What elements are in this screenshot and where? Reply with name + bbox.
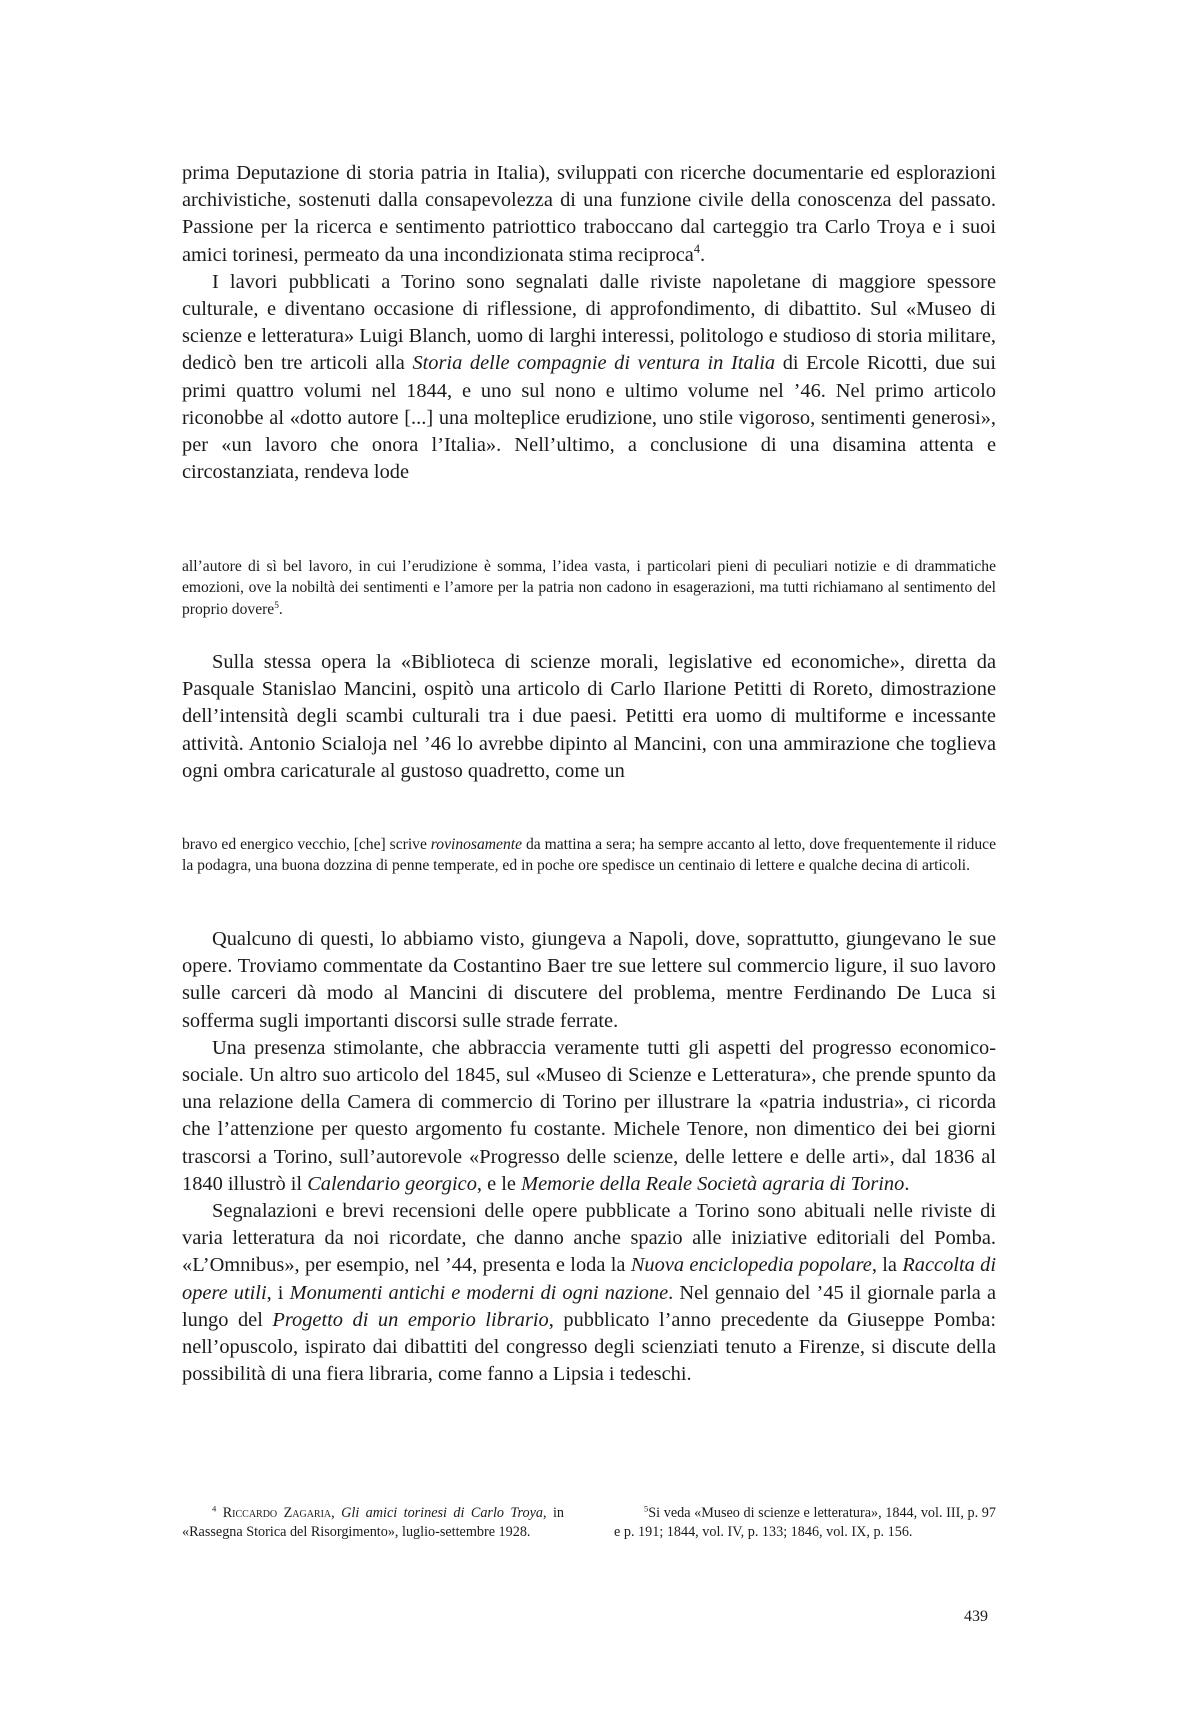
book-title: Storia delle compagnie di ventura in Italia xyxy=(412,352,776,375)
paragraph: Segnalazioni e brevi recensioni delle opere pubblicate a Torino sono abituali nelle riviste di varia letteratura da noi ricordate, che danno anche spazio alle iniziative editoriali del Pomba. «L’Omnibus», per esempio, nel ’44, presenta e loda la Nuova enciclopedia popolare, la Raccolta di opere utili, i Monumenti antichi e moderni di ogni nazione. Nel gennaio del ’45 il giornale parla a lungo del Progetto di un emporio librario, pubblicato l’anno precedente da Giuseppe Pomba: nell’opuscolo, ispirato dai dibattiti del congresso degli scienziati tenuto a Firenze, si discute della possibilità di una fiera libraria, come fanno a Lipsia i tedeschi. xyxy=(182,1200,997,1386)
block-quote-1: all’autore di sì bel lavoro, in cui l’erudizione è somma, l’idea vasta, i particolari pieni di peculiari notizie e di drammatiche emozioni, ove la nobiltà dei sentimenti e l’amore per la patria non cadono in esagerazioni, ma tutti richiamano al sentimento del proprio dovere$^5$. xyxy=(182,558,996,618)
text-block-1 xyxy=(182,160,996,486)
footnote-ref-5: 5 xyxy=(274,600,279,611)
paragraph: I lavori pubblicati a Torino sono segnalati dalle riviste napoletane di maggiore spessore culturale, e diventano occasione di riflessione, di approfondimento, di dibattito. Sul «Museo di scienze e letteratura» Luigi Blanch, uomo di larghi interessi, politologo e studioso di storia militare, dedicò ben tre articoli alla Storia delle compagnie di ventura in Italia di Ercole Ricotti, due sui primi quattro volumi nel 1844, e uno sul nono e ultimo volume nel ’46. Nel primo articolo riconobbe al «dotto autore [...] una molteplice erudizione, uno stile vigoroso, sentimenti generosi», per «un lavoro che onora l’Italia». Nell’ultimo, a conclusione di una disamina attenta e circostanziata, rendeva lode xyxy=(182,270,996,484)
page-number: 439 xyxy=(964,1608,988,1625)
footnote-ref-4: 4 xyxy=(693,241,700,256)
paragraph: prima Deputazione di storia patria in Italia), sviluppati con ricerche documentarie ed esplorazioni archivistiche, sostenuti dalla consapevolezza di una funzione civile della conoscenza del passato. Passione per la ricerca e sentimento patriottico traboccano dal carteggio tra Carlo Troya e i suoi amici torinesi, permeato da una incondizionata stima reciproca$^4$. xyxy=(182,162,996,266)
text-block-3 xyxy=(182,926,996,1388)
text-block-2 xyxy=(182,649,996,785)
paragraph: Qualcuno di questi, lo abbiamo visto, giungeva a Napoli, dove, soprattutto, giungevano le sue opere. Troviamo commentate da Costantino Baer tre sue lettere sul commercio ligure, il suo lavoro sulle carceri dà modo al Mancini di discutere del problema, mentre Ferdinando De Luca si sofferma sugli importanti discorsi sulle strade ferrate. xyxy=(182,928,996,1032)
footnote-4: $^4$ Riccardo Zagaria, Gli amici torinesi di Carlo Troya, in «Rassegna Storica del Risorgimento», luglio-settembre 1928. xyxy=(182,1503,565,1540)
paragraph: Sulla stessa opera la «Biblioteca di scienze morali, legislative ed economiche», diretta da Pasquale Stanislao Mancini, ospitò una articolo di Carlo Ilarione Petitti di Roreto, dimostrazione dell’intensità degli scambi culturali tra i due paesi. Petitti era uomo di multiforme e incessante attività. Antonio Scialoja nel ’46 lo avrebbe dipinto al Mancini, con una ammirazione che toglieva ogni ombra caricaturale al gustoso quadretto, come un xyxy=(182,651,996,782)
paragraph: Una presenza stimolante, che abbraccia veramente tutti gli aspetti del progresso economico-sociale. Un altro suo articolo del 1845, sul «Museo di Scienze e Letteratura», che prende spunto da una relazione della Camera di commercio di Torino per illustrare la «patria industria», ci ricorda che l’attenzione per questo argomento fu costante. Michele Tenore, non dimentico dei bei giorni trascorsi a Torino, sull’autorevole «Progresso delle scienze, delle lettere e delle arti», dal 1836 al 1840 illustrò il Calendario georgico, e le Memorie della Reale Società agraria di Torino. xyxy=(182,1036,996,1195)
block-quote-2: bravo ed energico vecchio, [che] scrive rovinosamente da mattina a sera; ha sempre accanto al letto, dove frequentemente il riduce la podagra, una buona dozzina di penne temperate, ed in poche ore spedisce un centinaio di lettere e qualche decina di articoli. xyxy=(182,836,996,875)
footnote-5: $^5$Si veda «Museo di scienze e letteratura», 1844, vol. III, p. 97 e p. 191; 1844, vol. IV, p. 133; 1846, vol. IX, p. 156. xyxy=(614,1503,996,1540)
